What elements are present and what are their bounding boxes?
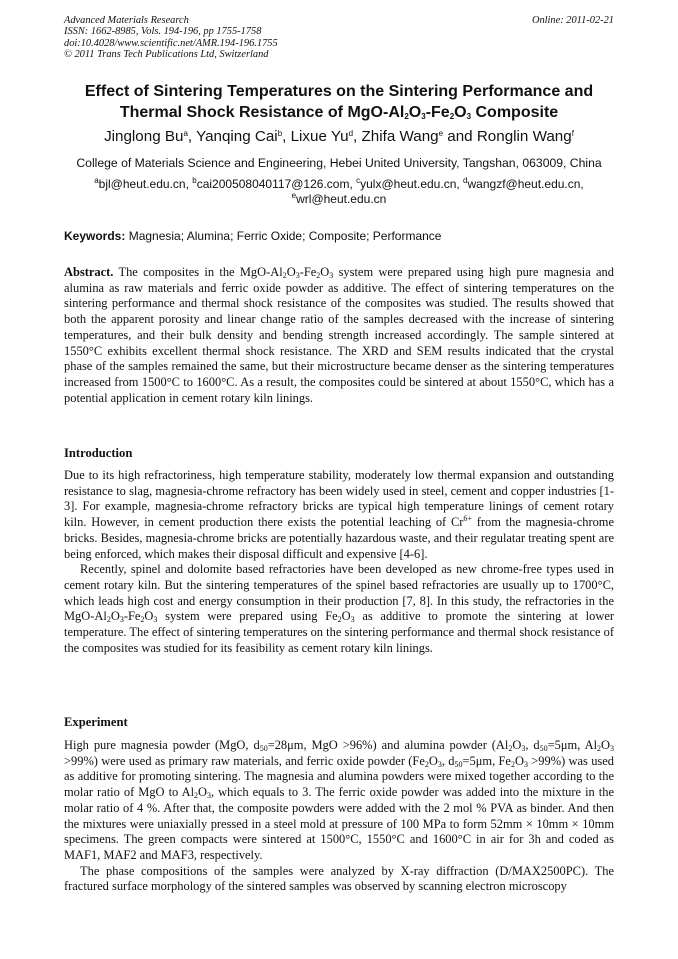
journal-doi: doi:10.4028/www.scientific.net/AMR.194-196.1755 — [64, 37, 278, 49]
keywords-label: Keywords: — [64, 229, 126, 243]
author-name: Jinglong Bu — [104, 128, 184, 145]
email-link[interactable]: bjl@heut.edu.cn, — [98, 177, 193, 191]
paragraph: High pure magnesia powder (MgO, $d_{50}=28\mu m$, MgO >96%) and alumina powder ($Al_2O_3$, $d_{50}=5\mu m$, $Al_2O_3 >99\%$) were used as primary raw materials, and ferric oxide powder ($Fe_2O_3$, $d_{50}=5\mu m$, $Fe_2O_3 >99\%$) was used as additive for promoting sintering. The magnesia and alumina powders were mixed together according to the molar ratio of MgO to $Al_2O_3$, which equals to 3. The ferric oxide powder was added into the mixture in the molar ratio of 4 %. After that, the composite powders were added with the 2 mol % PVA as binder. And then the mixtures were uniaxially pressed in a steel mold at pressure of 100 MPa to form 52mm × 10mm × 10mm specimens. The green compacts were sintered at 1500°C, 1550°C and 1600°C in air for 3h and coded as MAF1, MAF2 and MAF3, respectively. — [64, 738, 615, 862]
journal-header — [64, 15, 278, 61]
author-list: Jinglong Bu$^a$, Yanqing Cai$^b$, Lixue Yu$^d$, Zhifa Wang$^e$ and Ronglin Wang$^f$ — [104, 128, 574, 145]
title-line-2: Thermal Shock Resistance of MgO-$Al_2O_3-Fe_2O_3$ Composite — [119, 104, 559, 121]
email-link[interactable]: yulx@heut.edu.cn, — [360, 177, 464, 191]
journal-copyright: © 2011 Trans Tech Publications Ltd, Switzerland — [64, 49, 269, 61]
abstract-label: Abstract. — [64, 265, 114, 279]
keywords-text: Magnesia; Alumina; Ferric Oxide; Composite; Performance — [125, 229, 442, 243]
introduction-heading: Introduction — [64, 446, 133, 460]
author-emails: $^a$bjl@heut.edu.cn, $^b$cai200508040117@126.com, $^c$yulx@heut.edu.cn, $^d$wangzf@heut.edu.cn, $^e$wrl@heut.edu.cn — [94, 176, 584, 206]
author-name: Zhifa Wang — [361, 128, 439, 145]
keywords — [64, 229, 624, 244]
experiment-body — [64, 738, 614, 895]
paragraph: Recently, spinel and dolomite based refractories have been developed as new chrome-free types used in cement rotary kiln. But the sintering temperatures of the spinel based refractories are usually up to 1700°C, which leads high cost and energy consumption in their production [7, 8]. In this study, the refractories in the MgO-$Al_2O_3-Fe_2O_3$ system were prepared using $Fe_2O_3$ as additive to promote the sintering at lower temperature. The effect of sintering temperatures on the sintering performance and thermal shock resistance of the composites was studied for its feasibility as cement rotary kiln linings. — [64, 562, 614, 655]
author-name: Lixue Yu — [290, 128, 349, 145]
paper-title — [40, 81, 638, 123]
email-link[interactable]: wrl@heut.edu.cn — [296, 192, 387, 206]
journal-issn: ISSN: 1662-8985, Vols. 194-196, pp 1755-1758 — [64, 26, 262, 38]
introduction-body — [64, 468, 614, 656]
author-name: Yanqing Cai — [196, 128, 278, 145]
email-link[interactable]: cai200508040117@126.com, — [196, 177, 357, 191]
email-link[interactable]: wangzf@heut.edu.cn, — [467, 177, 584, 191]
affiliation: College of Materials Science and Engineering, Hebei United University, Tangshan, 063009, China — [76, 156, 602, 170]
abstract: Abstract. The composites in the MgO-$Al_2O_3-Fe_2O_3$ system were prepared using high pure magnesia and alumina as raw materials and ferric oxide powder as additive. The effect of sintering temperatures on the sintering performance and thermal shock resistance of the composites was studied. The results showed that both the apparent porosity and linear change ratio of the samples decreased with the increase of sintering temperatures, and their bulk density and bending strength increased accordingly. The sample sintered at 1550°C exhibits excellent thermal shock resistance. The XRD and SEM results indicated that the crystal phase of the samples remained the same, but their microstructure became denser as the sintering temperatures increased from 1500°C to 1600°C. As a result, the composites could be sintered at about 1550°C, which has a potential application in cement rotary kiln linings. — [64, 265, 614, 405]
paragraph: The phase compositions of the samples were analyzed by X-ray diffraction (D/MAX2500PC). The fractured surface morphology of the sintered samples was observed by scanning electron microscopy — [64, 863, 614, 894]
online-date: Online: 2011-02-21 — [531, 15, 614, 26]
experiment-heading: Experiment — [64, 715, 128, 729]
author-name: Ronglin Wang — [476, 128, 572, 145]
journal-name: Advanced Materials Research — [64, 15, 189, 26]
title-line-1: Effect of Sintering Temperatures on the Sintering Performance and — [84, 83, 594, 100]
paragraph: Due to its high refractoriness, high temperature stability, moderately low thermal expansion and outstanding resistance to slag, magnesia-chrome refractory has been widely used in steel, cement and copper industries [1-3]. For example, magnesia-chrome refractory bricks are typical high temperature linings of cement rotary kiln. However, in cement production there exists the potential leaching of $Cr^{6+}$ from the magnesia-chrome bricks. Besides, magnesia-chrome bricks are potentially hazardous waste, and their regulatar treating spent are being enforced, which makes their disposal difficult and expensive [4-6]. — [64, 468, 615, 561]
